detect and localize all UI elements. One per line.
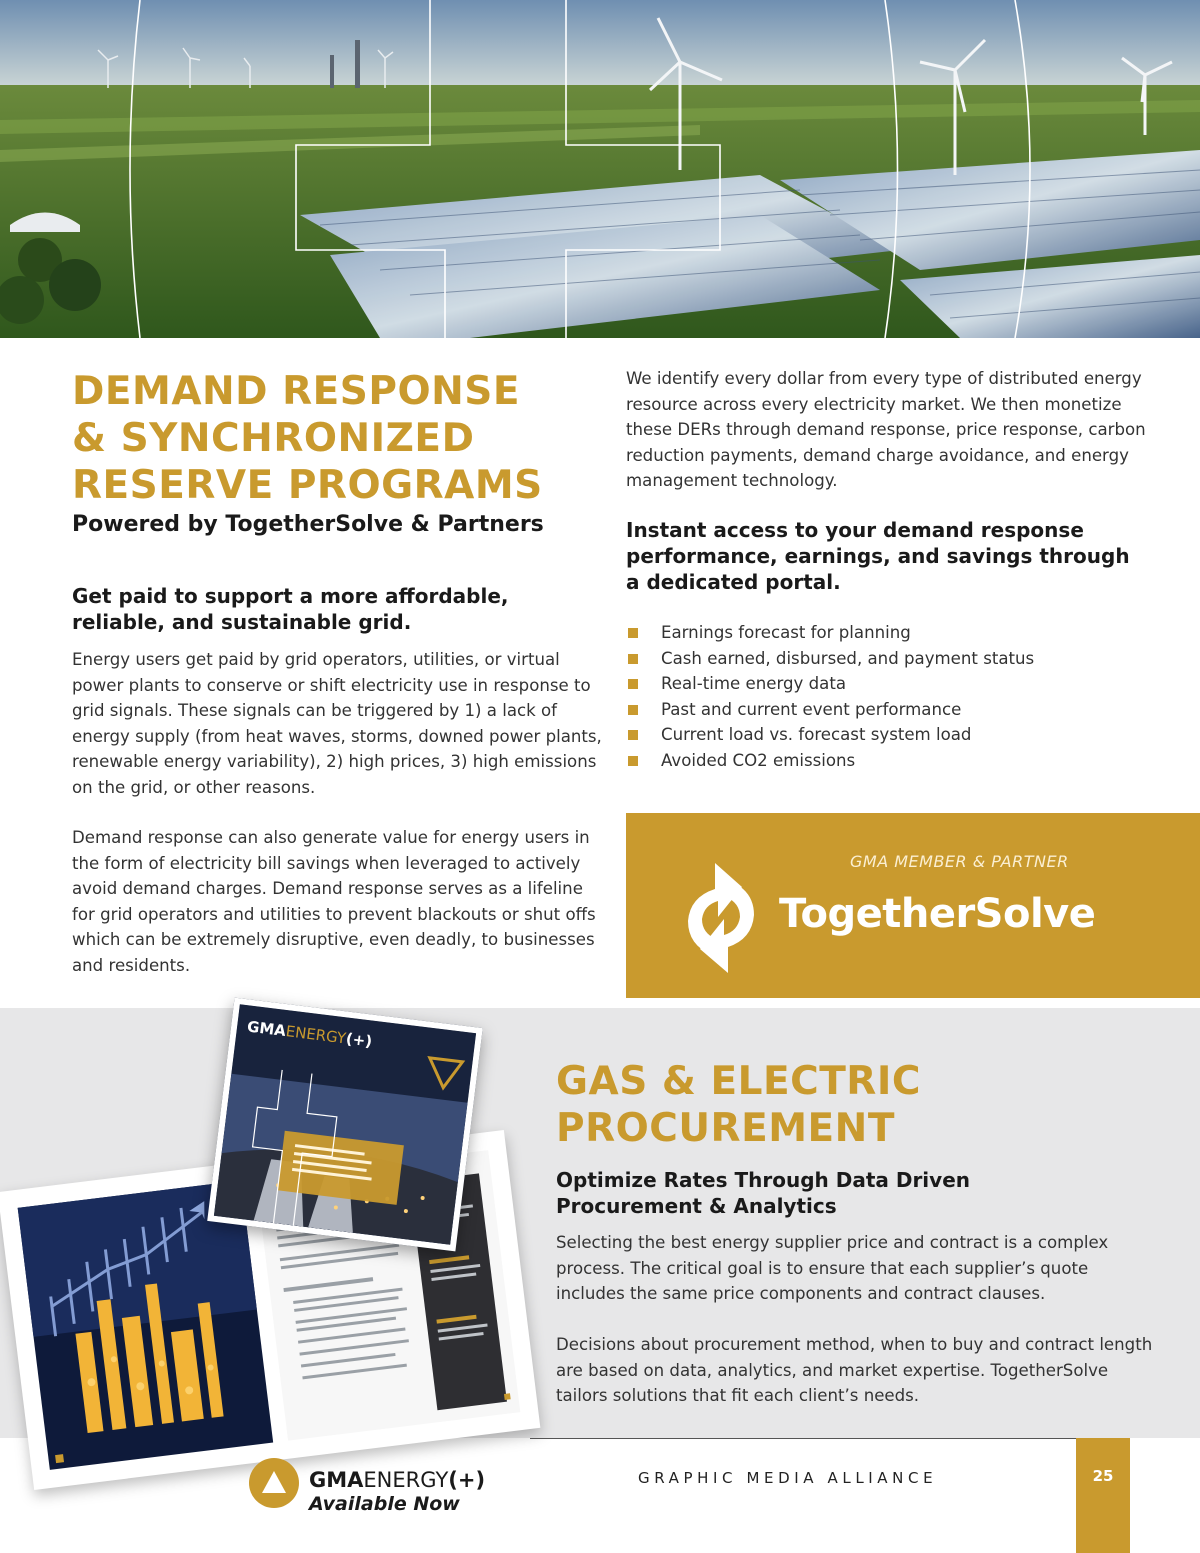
list-item: [626, 620, 1146, 646]
footer-brand-plus: (+): [448, 1468, 486, 1492]
hero-photo-illustration: [0, 0, 1200, 338]
body-paragraph: Demand response can also generate value for energy users in the form of electricity bill savings when leveraged to actively avoid demand charges. Demand response serves as a lifeline for grid operators and utilities to prevent blackouts or shut offs which can be extremely disruptive, even deadly, to businesses and residents.: [72, 828, 596, 975]
partner-name: TogetherSolve: [779, 891, 1096, 937]
list-item: [626, 646, 1146, 672]
footer-available: Available Now: [309, 1493, 460, 1515]
portal-feature-list: [626, 620, 1146, 773]
lead-heading: Get paid to support a more affordable, reliable, and sustainable grid.: [72, 584, 509, 634]
title-line: GAS & ELECTRIC: [556, 1059, 921, 1104]
list-item: [626, 722, 1146, 748]
lead-heading-portal: Instant access to your demand response performance, earnings, and savings through a dedicated portal.: [626, 518, 1130, 594]
brochure-brand-light: ENERGY: [284, 1022, 348, 1048]
footer-brand-light: ENERGY: [363, 1468, 449, 1492]
footer-brand-bold: GMA: [309, 1468, 364, 1492]
bullet-square-icon: [628, 628, 638, 638]
bullet-square-icon: [628, 730, 638, 740]
brochure-cover-image: [207, 998, 483, 1252]
list-item-text: Avoided CO2 emissions: [661, 750, 856, 770]
partner-banner: [626, 813, 1200, 998]
list-item-text: Current load vs. forecast system load: [661, 725, 972, 744]
brochure-brand-bold: GMA: [246, 1017, 287, 1041]
section-title-demand-response: [72, 368, 592, 509]
footer-divider: [530, 1438, 1076, 1439]
page-number: 25: [1092, 1467, 1114, 1485]
footer-publisher: GRAPHIC MEDIA ALLIANCE: [638, 1469, 938, 1487]
list-item: [626, 697, 1146, 723]
partner-tag: GMA MEMBER & PARTNER: [850, 852, 1069, 871]
list-item-text: Cash earned, disbursed, and payment status: [661, 648, 1035, 668]
footer-brand: [309, 1468, 485, 1492]
list-item-text: Earnings forecast for planning: [661, 623, 911, 642]
body-paragraph: We identify every dollar from every type of distributed energy resource across every electricity market. We then monetize these DERs through demand response, price response, carbon reduction payments, demand charge avoidance, and energy management technology.: [626, 369, 1146, 490]
list-item: [626, 671, 1146, 697]
bullet-square-icon: [628, 679, 638, 689]
list-item-text: Past and current event performance: [661, 699, 962, 719]
gma-energy-logo-icon: [248, 1457, 300, 1509]
body-paragraph: Selecting the best energy supplier price and contract is a complex process. The critical goal is to ensure that each supplier’s quote includes the same price components and contract clauses.: [556, 1233, 1109, 1303]
title-line: PROCUREMENT: [556, 1106, 895, 1151]
title-line: & SYNCHRONIZED: [72, 416, 475, 461]
page-number-tab: [1076, 1438, 1130, 1553]
bullet-square-icon: [628, 756, 638, 766]
lead-heading-procurement: Optimize Rates Through Data Driven Procurement & Analytics: [556, 1168, 971, 1218]
title-line: RESERVE PROGRAMS: [72, 463, 543, 508]
body-paragraph: Decisions about procurement method, when to buy and contract length are based on data, analytics, and market expertise. TogetherSolve tailors solutions that fit each client’s needs.: [556, 1335, 1153, 1405]
hero-image: [0, 0, 1200, 338]
bullet-square-icon: [628, 654, 638, 664]
section-title-procurement: [556, 1058, 1116, 1152]
body-paragraph: Energy users get paid by grid operators, utilities, or virtual power plants to conserve or shift electricity use in response to grid signals. These signals can be triggered by 1) a lack of energy supply (from heat waves, storms, downed power plants, renewable energy variability), 2) high prices, 3) high emissions on the grid, or other reasons.: [72, 650, 602, 797]
brochure-brand-plus: (+): [344, 1029, 374, 1051]
bullet-square-icon: [628, 705, 638, 715]
list-item: [626, 748, 1146, 774]
title-line: DEMAND RESPONSE: [72, 369, 520, 414]
list-item-text: Real-time energy data: [661, 674, 846, 693]
lightning-bolt-icon: [682, 859, 760, 977]
section-subtitle: Powered by TogetherSolve & Partners: [72, 512, 544, 537]
